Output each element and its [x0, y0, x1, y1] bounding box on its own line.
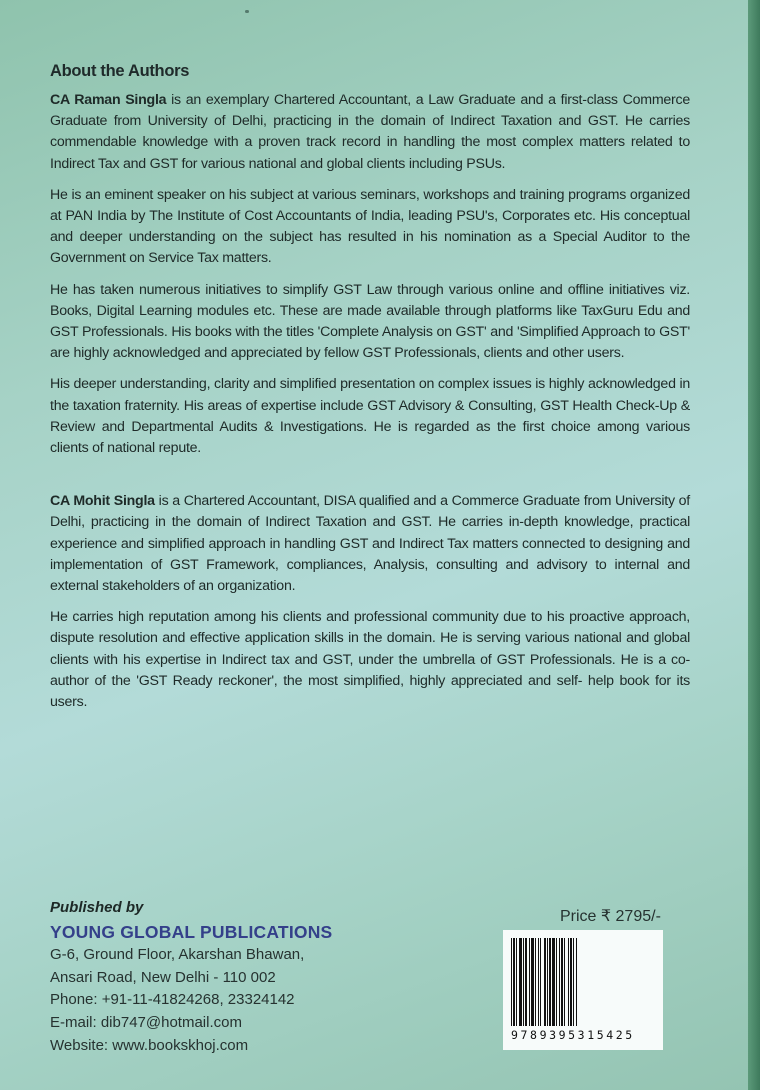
print-speck	[245, 10, 249, 13]
publisher-address-line2: Ansari Road, New Delhi - 110 002	[50, 968, 276, 986]
publisher-email: E-mail: dib747@hotmail.com	[50, 1014, 242, 1032]
author2-paragraph: He carries high reputation among his clients and professional community due to his proactive approach, dispute resolution and effective application skills in the domain. He is serving various national and global clients with his expertise in Indirect tax and GST, under the umbrella of GST Professionals. He is a co- author of the 'GST Ready reckoner', the most simplified, highly appreciated and self- help book for its users.	[50, 609, 690, 711]
publisher-block	[50, 897, 370, 1058]
author1-paragraph: He is an eminent speaker on his subject at various seminars, workshops and training programs organized at PAN India by The Institute of Cost Accountants of India, leading PSU's, Corporates etc. His conceptual and deeper understanding on the subject has resulted in his nomination as a Special Auditor to the Government on Service Tax matters.	[50, 186, 690, 267]
author1-paragraph: He has taken numerous initiatives to simplify GST Law through various online and offline initiatives viz. Books, Digital Learning modules etc. These are made available through platforms like TaxGuru Edu and GST Professionals. His books with the titles 'Complete Analysis on GST' and 'Simplified Approach to GST' are highly acknowledged and appreciated by fellow GST Professionals, clients and other users.	[50, 281, 690, 362]
author1-paragraph: His deeper understanding, clarity and simplified presentation on complex issues is highly acknowledged in the taxation fraternity. His areas of expertise include GST Advisory & Consulting, GST Health Check-Up & Review and Departmental Audits & Investigations. He is regarded as the first choice among various clients of national repute.	[50, 376, 690, 457]
author2-name: CA Mohit Singla	[50, 493, 155, 510]
publisher-name: YOUNG GLOBAL PUBLICATIONS	[50, 921, 333, 942]
about-authors-section	[50, 62, 690, 723]
publisher-phone: Phone: +91-11-41824268, 23324142	[50, 991, 295, 1009]
barcode-number: 9789395315425	[511, 1028, 635, 1042]
isbn-barcode	[503, 930, 663, 1050]
spacer	[50, 469, 690, 491]
publisher-address-line1: G-6, Ground Floor, Akarshan Bhawan,	[50, 945, 305, 963]
publisher-website: Website: www.bookskhoj.com	[50, 1036, 249, 1054]
author2-intro: CA Mohit Singla is a Chartered Accountant, DISA qualified and a Commerce Graduate from University of Delhi, practicing in the domain of Indirect Taxation and GST. He carries in-depth knowledge, practical experience and simplified approach in handling GST and Indirect Tax matters connected to designing and implementation of GST Framework, compliances, Analysis, consulting and advisory to internal and external stakeholders of an organization.	[50, 493, 690, 595]
price-label: Price ₹ 2795/-	[560, 908, 661, 925]
author1-name: CA Raman Singla	[50, 92, 167, 108]
barcode-bar	[577, 938, 578, 1026]
published-by-label: Published by	[50, 899, 144, 916]
author1-intro: CA Raman Singla is an exemplary Chartered Accountant, a Law Graduate and a first-class Commerce Graduate from University of Delhi, practicing in the domain of Indirect Taxation and GST. He carries commendable knowledge with a proven track record in handling the most complex matters related to Indirect Tax and GST for various national and global clients including PSUs.	[50, 92, 690, 172]
section-heading: About the Authors	[50, 62, 190, 80]
book-spine-edge	[748, 0, 760, 1090]
barcode-bars	[511, 938, 655, 1026]
